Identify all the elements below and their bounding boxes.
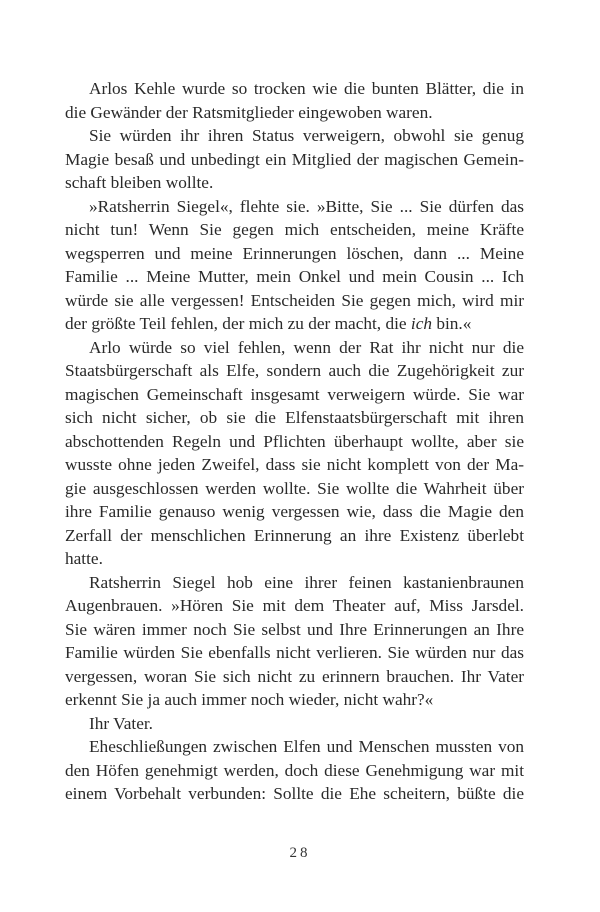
text-line: Sie würden ihr ihren Status verweigern, obwohl sie genug [89, 126, 524, 145]
text-line: schaft bleiben wollte. [65, 173, 214, 192]
body-text [65, 77, 524, 806]
text-line: Augenbrauen. »Hören Sie mit dem Theater auf, Miss Jarsdel. [65, 596, 524, 615]
page-number: 28 [289, 845, 311, 861]
text-line: Ratsherrin Siegel hob eine ihrer feinen kastanienbraunen [89, 572, 524, 592]
text-line: den Höfen genehmigt werden, doch diese Genehmigung war mit [65, 760, 524, 780]
text-line: Zerfall der menschlichen Erinnerung an ihre Existenz überlebt [65, 525, 524, 545]
text-line: »Ratsherrin Siegel«, flehte sie. »Bitte, Sie ... Sie dürfen das [89, 196, 524, 216]
text-segment: der größte Teil fehlen, der mich zu der macht, die [65, 314, 411, 333]
text-line: Eheschließungen zwischen Elfen und Menschen mussten von [89, 737, 524, 756]
text-segment: bin.« [432, 314, 472, 333]
text-line: wegsperren und meine Erinnerungen löschen, dann ... Meine [65, 243, 524, 263]
text-line: nicht tun! Wenn Sie gegen mich entscheiden, meine Kräfte [65, 220, 524, 239]
text-line: Ihr Vater. [89, 713, 153, 733]
emphasis-text: ich [410, 314, 433, 333]
text-line: abschottenden Regeln und Pflichten überhaupt wollte, aber sie [65, 431, 524, 451]
text-line: magischen Gemeinschaft insgesamt verweigern würde. Sie war [65, 384, 524, 404]
text-line: wusste ohne jeden Zweifel, dass sie nicht komplett von der Ma- [65, 455, 524, 474]
text-line: die Gewänder der Ratsmitglieder eingewoben waren. [65, 102, 433, 122]
text-line: würde sie alle vergessen! Entscheiden Sie gegen mich, wird mir [65, 290, 524, 310]
text-line: gie ausgeschlossen werden wollte. Sie wollte die Wahrheit über [65, 478, 524, 498]
text-line: Familie ... Meine Mutter, mein Onkel und mein Cousin ... Ich [65, 267, 524, 286]
text-line: sich nicht sicher, ob sie die Elfenstaatsbürgerschaft mit ihren [65, 408, 524, 427]
text-line: Familie würden Sie ebenfalls nicht verlieren. Sie würden nur das [65, 643, 524, 662]
text-line: einem Vorbehalt verbunden: Sollte die Ehe scheitern, büßte die [65, 784, 524, 803]
text-line: vergessen, woran Sie sich nicht zu erinnern brauchen. Ihr Vater [65, 666, 524, 686]
text-line: hatte. [65, 549, 103, 568]
text-line: Sie wären immer noch Sie selbst und Ihre Erinnerungen an Ihre [65, 619, 524, 639]
text-line: Staatsbürgerschaft als Elfe, sondern auch die Zugehörigkeit zur [65, 361, 524, 380]
text-line [65, 312, 524, 336]
text-line: Arlo würde so viel fehlen, wenn der Rat ihr nicht nur die [89, 337, 524, 357]
text-line: ihre Familie genauso wenig vergessen wie, dass die Magie den [65, 502, 524, 521]
text-line: erkennt Sie ja auch immer noch wieder, nicht wahr?« [65, 690, 434, 709]
text-line: Arlos Kehle wurde so trocken wie die bunten Blätter, die in [89, 79, 524, 98]
text-line: Magie besaß und unbedingt ein Mitglied der magischen Gemein- [65, 149, 524, 169]
